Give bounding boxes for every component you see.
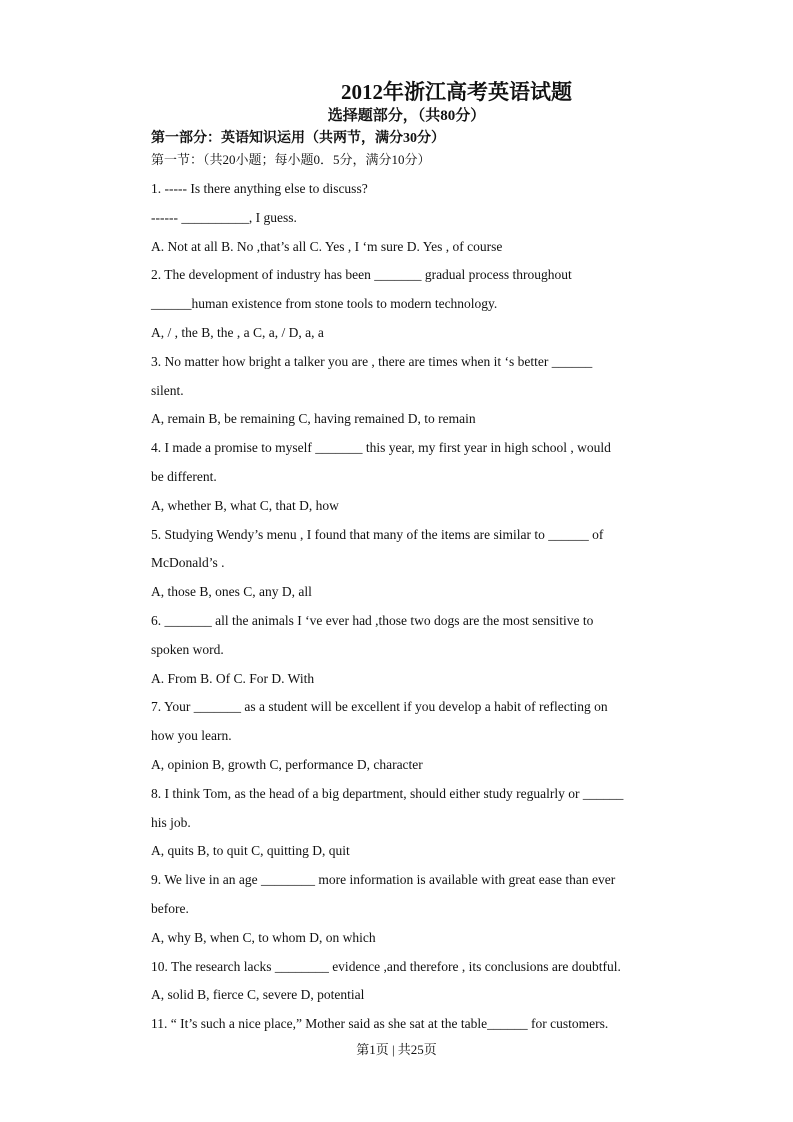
question-line: A, opinion B, growth C, performance D, character (151, 756, 423, 772)
question-line: silent. (151, 382, 184, 398)
part-heading: 第一部分：英语知识运用（共两节，满分30分） (151, 131, 445, 146)
question-line: A, whether B, what C, that D, how (151, 497, 339, 513)
page-footer: 第1页 | 共25页 (356, 1042, 437, 1057)
question-line: 2. The development of industry has been _______ gradual process throughout (151, 267, 572, 283)
question-line: 11. “ It’s such a nice place,” Mother said as she sat at the table______ for customers. (151, 1016, 609, 1032)
question-line: be different. (151, 468, 217, 484)
question-line: McDonald’s . (151, 555, 225, 571)
question-line: 9. We live in an age ________ more information is available with great ease than ever (151, 872, 616, 888)
question-line: A, why B, when C, to whom D, on which (151, 929, 376, 945)
document-subtitle: 选择题部分，（共80分） (327, 108, 486, 124)
question-line: 8. I think Tom, as the head of a big department, should either study regualrly or ______ (151, 785, 624, 801)
document-title: 2012年浙江高考英语试题 (341, 80, 572, 104)
question-line: A. Not at all B. No ,that’s all C. Yes , I ‘m sure D. Yes , of course (151, 238, 503, 254)
question-line: his job. (151, 814, 191, 830)
question-line: A, quits B, to quit C, quitting D, quit (151, 843, 350, 859)
question-line: 1. ----- Is there anything else to discuss? (151, 181, 368, 196)
question-line: 7. Your _______ as a student will be excellent if you develop a habit of reflecting on (151, 699, 608, 715)
section-heading: 第一节：（共20小题；每小题0．5分，满分10分） (151, 152, 431, 167)
question-line: A, / , the B, the , a C, a, / D, a, a (151, 324, 324, 340)
question-line: A, solid B, fierce C, severe D, potential (151, 987, 365, 1003)
question-line: A, remain B, be remaining C, having remained D, to remain (151, 411, 476, 427)
question-line: A. From B. Of C. For D. With (151, 670, 315, 686)
question-line: 6. _______ all the animals I ‘ve ever had ,those two dogs are the most sensitive to (151, 612, 594, 628)
question-line: ______human existence from stone tools to modern technology. (151, 296, 498, 312)
question-line: 3. No matter how bright a talker you are , there are times when it ‘s better ______ (151, 353, 593, 369)
question-line: how you learn. (151, 728, 232, 744)
question-line: ------ __________, I guess. (151, 209, 297, 225)
question-line: A, those B, ones C, any D, all (151, 584, 312, 600)
question-line: spoken word. (151, 641, 224, 657)
question-line: 10. The research lacks ________ evidence ,and therefore , its conclusions are doubtful. (151, 958, 621, 974)
question-line: 4. I made a promise to myself _______ this year, my first year in high school , would (151, 440, 611, 456)
question-list (151, 175, 651, 1039)
question-line: before. (151, 900, 189, 916)
question-line: 5. Studying Wendy’s menu , I found that many of the items are similar to ______ of (151, 526, 604, 542)
